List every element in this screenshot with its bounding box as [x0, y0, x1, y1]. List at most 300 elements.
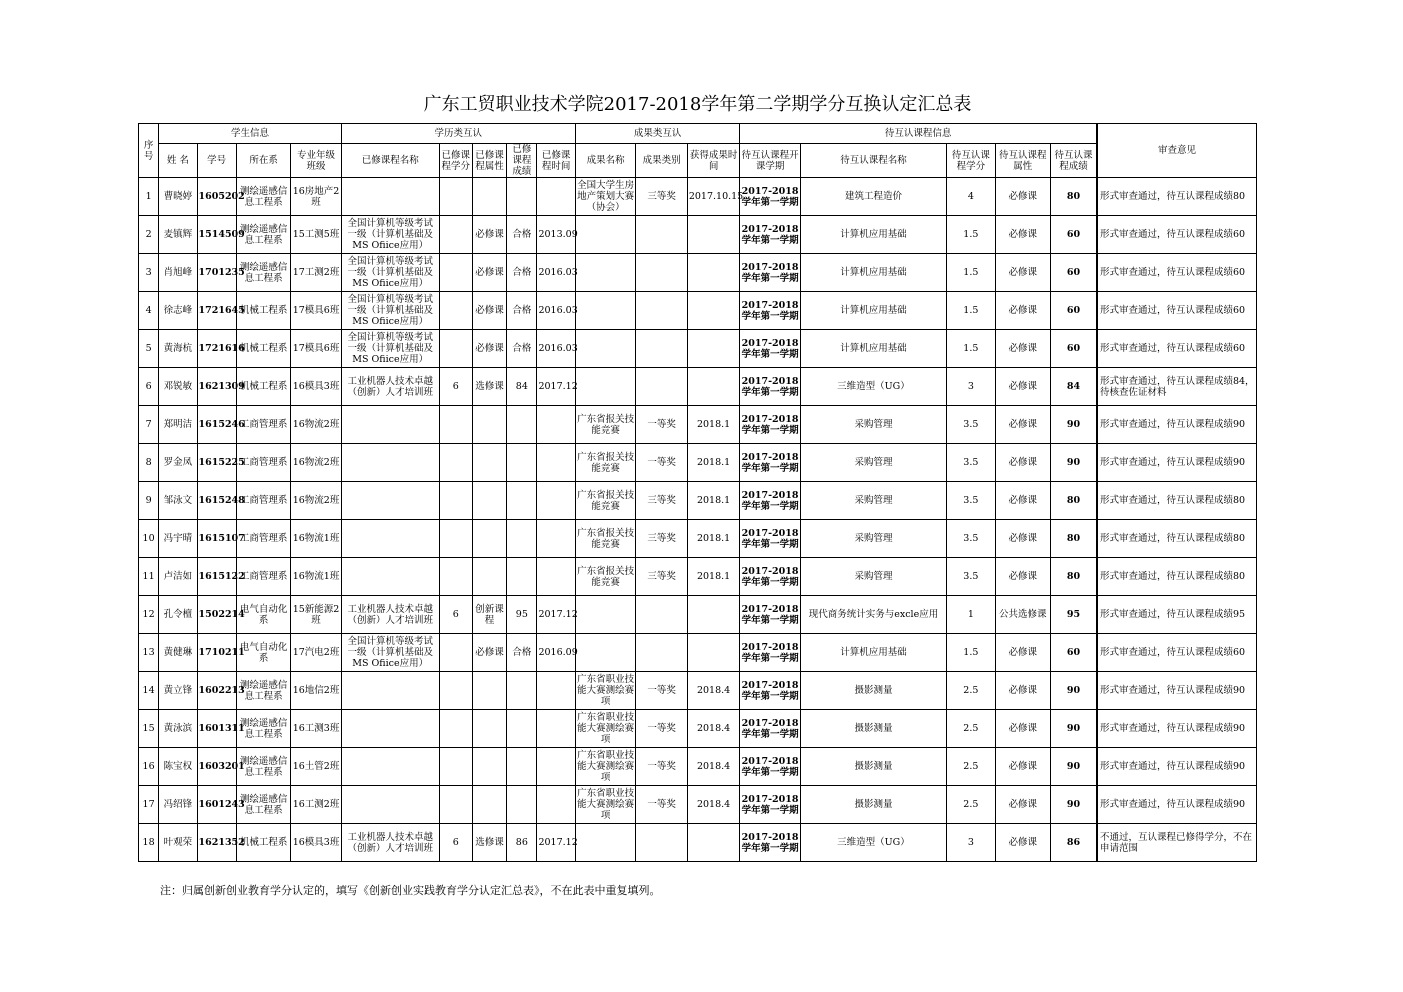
pending-score-cell: 60: [1051, 330, 1097, 368]
achievement-name-cell: [575, 216, 636, 254]
class-cell: 16模具3班: [291, 824, 341, 862]
pending-credit-cell: 3.5: [947, 482, 995, 520]
pending-term-cell: 2017-2018学年第一学期: [740, 368, 801, 406]
done-course-cell: [341, 672, 439, 710]
done-score-cell: 合格: [507, 292, 537, 330]
done-credit-cell: [439, 254, 472, 292]
achievement-name-cell: [575, 634, 636, 672]
header-name: 姓 名: [159, 144, 197, 178]
pending-term-cell: 2017-2018学年第一学期: [740, 672, 801, 710]
group-achievement-recognition: 成果类互认: [575, 124, 739, 144]
department-cell: 工商管理系: [236, 482, 290, 520]
done-credit-cell: [439, 672, 472, 710]
name-cell: 麦镇辉: [159, 216, 197, 254]
achievement-name-cell: 广东省职业技能大赛测绘赛项: [575, 786, 636, 824]
achievement-time-cell: [687, 824, 739, 862]
done-credit-cell: [439, 710, 472, 748]
student-id-cell: 1721616: [197, 330, 236, 368]
done-time-cell: [537, 786, 575, 824]
review-cell: 形式审查通过，待互认课程成绩90: [1097, 672, 1257, 710]
name-cell: 郑明洁: [159, 406, 197, 444]
pending-credit-cell: 3.5: [947, 406, 995, 444]
achievement-name-cell: 广东省职业技能大赛测绘赛项: [575, 710, 636, 748]
pending-attr-cell: 必修课: [995, 824, 1050, 862]
pending-name-cell: 计算机应用基础: [800, 254, 946, 292]
class-cell: 17汽电2班: [291, 634, 341, 672]
done-course-cell: [341, 558, 439, 596]
pending-attr-cell: 必修课: [995, 292, 1050, 330]
pending-score-cell: 80: [1051, 482, 1097, 520]
achievement-type-cell: [636, 596, 687, 634]
achievement-name-cell: [575, 368, 636, 406]
achievement-type-cell: 一等奖: [636, 406, 687, 444]
achievement-type-cell: 三等奖: [636, 178, 687, 216]
review-cell: 形式审查通过，待互认课程成绩90: [1097, 444, 1257, 482]
department-cell: 工商管理系: [236, 558, 290, 596]
done-course-cell: [341, 482, 439, 520]
pending-term-cell: 2017-2018学年第一学期: [740, 482, 801, 520]
pending-name-cell: 摄影测量: [800, 786, 946, 824]
table-row: [139, 444, 1257, 482]
done-credit-cell: [439, 330, 472, 368]
class-cell: 16物流2班: [291, 482, 341, 520]
done-credit-cell: [439, 634, 472, 672]
done-time-cell: 2017.12: [537, 596, 575, 634]
review-cell: 形式审查通过，待互认课程成绩90: [1097, 748, 1257, 786]
table-body: [139, 178, 1257, 862]
pending-name-cell: 摄影测量: [800, 672, 946, 710]
group-edu-recognition: 学历类互认: [341, 124, 575, 144]
class-cell: 16物流2班: [291, 444, 341, 482]
review-cell: 形式审查通过，待互认课程成绩90: [1097, 786, 1257, 824]
achievement-time-cell: [687, 368, 739, 406]
name-cell: 罗金凤: [159, 444, 197, 482]
department-cell: 机械工程系: [236, 292, 290, 330]
done-course-cell: 工业机器人技术卓越（创新）人才培训班: [341, 368, 439, 406]
student-id-cell: 1621352: [197, 824, 236, 862]
name-cell: 肖旭峰: [159, 254, 197, 292]
done-score-cell: [507, 444, 537, 482]
pending-credit-cell: 1.5: [947, 254, 995, 292]
table-row: [139, 710, 1257, 748]
department-cell: 测绘遥感信息工程系: [236, 786, 290, 824]
done-attr-cell: 必修课: [472, 254, 506, 292]
pending-term-cell: 2017-2018学年第一学期: [740, 254, 801, 292]
pending-name-cell: 采购管理: [800, 558, 946, 596]
pending-credit-cell: 3: [947, 368, 995, 406]
done-attr-cell: 必修课: [472, 292, 506, 330]
review-cell: 形式审查通过，待互认课程成绩90: [1097, 710, 1257, 748]
done-score-cell: [507, 178, 537, 216]
done-time-cell: [537, 482, 575, 520]
pending-credit-cell: 1: [947, 596, 995, 634]
header-pending-credit: 待互认课程学分: [947, 144, 995, 178]
seq-cell: 4: [139, 292, 159, 330]
done-credit-cell: [439, 444, 472, 482]
department-cell: 机械工程系: [236, 330, 290, 368]
pending-attr-cell: 必修课: [995, 786, 1050, 824]
done-time-cell: [537, 520, 575, 558]
department-cell: 测绘遥感信息工程系: [236, 254, 290, 292]
pending-name-cell: 采购管理: [800, 482, 946, 520]
done-time-cell: 2016.03: [537, 292, 575, 330]
pending-credit-cell: 2.5: [947, 710, 995, 748]
pending-credit-cell: 3.5: [947, 444, 995, 482]
name-cell: 孔令檀: [159, 596, 197, 634]
student-id-cell: 1615246: [197, 406, 236, 444]
name-cell: 卢洁如: [159, 558, 197, 596]
done-score-cell: [507, 406, 537, 444]
pending-name-cell: 三维造型（UG）: [800, 824, 946, 862]
achievement-type-cell: [636, 634, 687, 672]
class-cell: 15工测5班: [291, 216, 341, 254]
pending-credit-cell: 2.5: [947, 672, 995, 710]
pending-score-cell: 60: [1051, 216, 1097, 254]
achievement-type-cell: 三等奖: [636, 558, 687, 596]
pending-term-cell: 2017-2018学年第一学期: [740, 406, 801, 444]
achievement-type-cell: [636, 824, 687, 862]
done-attr-cell: 必修课: [472, 216, 506, 254]
table-row: [139, 634, 1257, 672]
pending-term-cell: 2017-2018学年第一学期: [740, 216, 801, 254]
review-cell: 形式审查通过，待互认课程成绩60: [1097, 634, 1257, 672]
done-course-cell: [341, 748, 439, 786]
done-course-cell: [341, 178, 439, 216]
table-row: [139, 520, 1257, 558]
done-course-cell: 工业机器人技术卓越（创新）人才培训班: [341, 824, 439, 862]
student-id-cell: 1502214: [197, 596, 236, 634]
done-credit-cell: [439, 178, 472, 216]
pending-name-cell: 建筑工程造价: [800, 178, 946, 216]
header-done-time: 已修课程时间: [537, 144, 575, 178]
achievement-time-cell: 2018.1: [687, 444, 739, 482]
done-time-cell: [537, 710, 575, 748]
review-cell: 形式审查通过，待互认课程成绩60: [1097, 216, 1257, 254]
achievement-time-cell: [687, 330, 739, 368]
pending-score-cell: 80: [1051, 520, 1097, 558]
pending-attr-cell: 必修课: [995, 634, 1050, 672]
pending-score-cell: 60: [1051, 634, 1097, 672]
seq-cell: 11: [139, 558, 159, 596]
done-time-cell: 2017.12: [537, 368, 575, 406]
header-seq: 序号: [139, 124, 159, 178]
name-cell: 黄立锋: [159, 672, 197, 710]
done-time-cell: [537, 444, 575, 482]
seq-cell: 5: [139, 330, 159, 368]
department-cell: 工商管理系: [236, 444, 290, 482]
pending-term-cell: 2017-2018学年第一学期: [740, 824, 801, 862]
name-cell: 徐志峰: [159, 292, 197, 330]
table-row: [139, 482, 1257, 520]
department-cell: 工商管理系: [236, 520, 290, 558]
pending-term-cell: 2017-2018学年第一学期: [740, 292, 801, 330]
review-cell: 形式审查通过，待互认课程成绩80: [1097, 558, 1257, 596]
done-course-cell: 全国计算机等级考试一级（计算机基础及MS Ofiice应用）: [341, 634, 439, 672]
class-cell: 17工测2班: [291, 254, 341, 292]
student-id-cell: 1710211: [197, 634, 236, 672]
name-cell: 邹泳文: [159, 482, 197, 520]
class-cell: 16土管2班: [291, 748, 341, 786]
done-attr-cell: 创新课程: [472, 596, 506, 634]
review-cell: 形式审查通过，待互认课程成绩95: [1097, 596, 1257, 634]
done-course-cell: 全国计算机等级考试一级（计算机基础及MS Ofiice应用）: [341, 216, 439, 254]
header-done-score: 已修课程成绩: [507, 144, 537, 178]
department-cell: 测绘遥感信息工程系: [236, 672, 290, 710]
pending-term-cell: 2017-2018学年第一学期: [740, 178, 801, 216]
achievement-type-cell: [636, 368, 687, 406]
achievement-type-cell: 一等奖: [636, 786, 687, 824]
achievement-type-cell: 三等奖: [636, 482, 687, 520]
pending-score-cell: 90: [1051, 748, 1097, 786]
achievement-name-cell: 广东省报关技能竞赛: [575, 444, 636, 482]
pending-term-cell: 2017-2018学年第一学期: [740, 520, 801, 558]
review-cell: 形式审查通过，待互认课程成绩80: [1097, 178, 1257, 216]
header-pending-attr: 待互认课程属性: [995, 144, 1050, 178]
achievement-type-cell: [636, 216, 687, 254]
header-done-attr: 已修课程属性: [472, 144, 506, 178]
pending-attr-cell: 必修课: [995, 710, 1050, 748]
name-cell: 曹晓婷: [159, 178, 197, 216]
class-cell: 17模具6班: [291, 330, 341, 368]
review-cell: 形式审查通过，待互认课程成绩60: [1097, 254, 1257, 292]
achievement-type-cell: [636, 254, 687, 292]
pending-attr-cell: 必修课: [995, 482, 1050, 520]
name-cell: 叶观荣: [159, 824, 197, 862]
pending-credit-cell: 2.5: [947, 786, 995, 824]
department-cell: 电气自动化系: [236, 596, 290, 634]
done-attr-cell: [472, 520, 506, 558]
pending-credit-cell: 1.5: [947, 216, 995, 254]
department-cell: 测绘遥感信息工程系: [236, 710, 290, 748]
achievement-time-cell: [687, 292, 739, 330]
done-course-cell: [341, 444, 439, 482]
name-cell: 陈宝权: [159, 748, 197, 786]
done-credit-cell: [439, 520, 472, 558]
student-id-cell: 1601243: [197, 786, 236, 824]
achievement-time-cell: 2018.1: [687, 520, 739, 558]
pending-term-cell: 2017-2018学年第一学期: [740, 444, 801, 482]
pending-score-cell: 90: [1051, 672, 1097, 710]
seq-cell: 6: [139, 368, 159, 406]
done-time-cell: 2016.03: [537, 330, 575, 368]
achievement-name-cell: [575, 330, 636, 368]
student-id-cell: 1615122: [197, 558, 236, 596]
pending-name-cell: 采购管理: [800, 520, 946, 558]
done-credit-cell: [439, 216, 472, 254]
header-department: 所在系: [236, 144, 290, 178]
table-row: [139, 596, 1257, 634]
done-time-cell: [537, 178, 575, 216]
achievement-name-cell: 广东省报关技能竞赛: [575, 406, 636, 444]
credit-summary-table: [138, 123, 1257, 862]
done-score-cell: 合格: [507, 634, 537, 672]
seq-cell: 17: [139, 786, 159, 824]
done-attr-cell: [472, 558, 506, 596]
seq-cell: 9: [139, 482, 159, 520]
review-cell: 形式审查通过，待互认课程成绩60: [1097, 330, 1257, 368]
done-credit-cell: 6: [439, 368, 472, 406]
department-cell: 电气自动化系: [236, 634, 290, 672]
table-row: [139, 368, 1257, 406]
group-pending-course: 待互认课程信息: [740, 124, 1097, 144]
pending-attr-cell: 必修课: [995, 216, 1050, 254]
seq-cell: 15: [139, 710, 159, 748]
seq-cell: 2: [139, 216, 159, 254]
name-cell: 黄泳滨: [159, 710, 197, 748]
department-cell: 工商管理系: [236, 406, 290, 444]
done-time-cell: 2016.09: [537, 634, 575, 672]
header-pending-term: 待互认课程开课学期: [740, 144, 801, 178]
achievement-name-cell: 广东省报关技能竞赛: [575, 482, 636, 520]
pending-name-cell: 摄影测量: [800, 710, 946, 748]
done-score-cell: 86: [507, 824, 537, 862]
pending-credit-cell: 3.5: [947, 520, 995, 558]
done-score-cell: [507, 482, 537, 520]
achievement-time-cell: 2018.1: [687, 482, 739, 520]
done-score-cell: [507, 558, 537, 596]
done-course-cell: [341, 786, 439, 824]
pending-score-cell: 90: [1051, 786, 1097, 824]
name-cell: 黄健琳: [159, 634, 197, 672]
done-time-cell: 2013.09: [537, 216, 575, 254]
done-score-cell: 84: [507, 368, 537, 406]
done-time-cell: [537, 558, 575, 596]
student-id-cell: 1701235: [197, 254, 236, 292]
pending-score-cell: 90: [1051, 710, 1097, 748]
done-score-cell: 95: [507, 596, 537, 634]
pending-term-cell: 2017-2018学年第一学期: [740, 634, 801, 672]
class-cell: 16工测2班: [291, 786, 341, 824]
pending-credit-cell: 4: [947, 178, 995, 216]
achievement-time-cell: 2018.4: [687, 710, 739, 748]
header-achievement-time: 获得成果时间: [687, 144, 739, 178]
done-attr-cell: [472, 482, 506, 520]
achievement-name-cell: 广东省报关技能竞赛: [575, 520, 636, 558]
header-student-id: 学号: [197, 144, 236, 178]
achievement-time-cell: 2018.4: [687, 786, 739, 824]
pending-credit-cell: 3: [947, 824, 995, 862]
review-cell: 形式审查通过，待互认课程成绩80: [1097, 482, 1257, 520]
achievement-type-cell: 一等奖: [636, 748, 687, 786]
student-id-cell: 1721645: [197, 292, 236, 330]
achievement-time-cell: 2018.4: [687, 672, 739, 710]
table-row: [139, 786, 1257, 824]
done-time-cell: [537, 672, 575, 710]
achievement-time-cell: [687, 596, 739, 634]
done-score-cell: 合格: [507, 254, 537, 292]
seq-cell: 18: [139, 824, 159, 862]
seq-cell: 13: [139, 634, 159, 672]
done-attr-cell: 选修课: [472, 824, 506, 862]
achievement-name-cell: [575, 824, 636, 862]
name-cell: 冯绍锋: [159, 786, 197, 824]
done-credit-cell: [439, 748, 472, 786]
done-score-cell: 合格: [507, 330, 537, 368]
class-cell: 16物流1班: [291, 558, 341, 596]
pending-attr-cell: 必修课: [995, 520, 1050, 558]
header-done-course: 已修课程名称: [341, 144, 439, 178]
table-row: [139, 178, 1257, 216]
done-attr-cell: [472, 178, 506, 216]
table-row: [139, 406, 1257, 444]
seq-cell: 1: [139, 178, 159, 216]
done-attr-cell: [472, 444, 506, 482]
done-credit-cell: [439, 558, 472, 596]
table-row: [139, 292, 1257, 330]
pending-term-cell: 2017-2018学年第一学期: [740, 558, 801, 596]
done-credit-cell: 6: [439, 596, 472, 634]
done-score-cell: [507, 786, 537, 824]
pending-credit-cell: 1.5: [947, 634, 995, 672]
achievement-time-cell: 2018.1: [687, 406, 739, 444]
pending-name-cell: 摄影测量: [800, 748, 946, 786]
pending-name-cell: 计算机应用基础: [800, 292, 946, 330]
seq-cell: 16: [139, 748, 159, 786]
done-attr-cell: [472, 672, 506, 710]
pending-credit-cell: 3.5: [947, 558, 995, 596]
pending-attr-cell: 必修课: [995, 254, 1050, 292]
seq-cell: 3: [139, 254, 159, 292]
table-row: [139, 672, 1257, 710]
pending-score-cell: 60: [1051, 292, 1097, 330]
done-score-cell: [507, 710, 537, 748]
review-cell: 不通过，互认课程已修得学分，不在申请范围: [1097, 824, 1257, 862]
review-cell: 形式审查通过，待互认课程成绩90: [1097, 406, 1257, 444]
achievement-time-cell: 2017.10.15: [687, 178, 739, 216]
pending-attr-cell: 必修课: [995, 178, 1050, 216]
pending-attr-cell: 必修课: [995, 368, 1050, 406]
department-cell: 机械工程系: [236, 824, 290, 862]
student-id-cell: 1601311: [197, 710, 236, 748]
pending-term-cell: 2017-2018学年第一学期: [740, 596, 801, 634]
pending-attr-cell: 必修课: [995, 558, 1050, 596]
pending-name-cell: 三维造型（UG）: [800, 368, 946, 406]
class-cell: 16房地产2班: [291, 178, 341, 216]
class-cell: 15新能源2班: [291, 596, 341, 634]
seq-cell: 12: [139, 596, 159, 634]
done-credit-cell: [439, 482, 472, 520]
footnote: 注：归属创新创业教育学分认定的，填写《创新创业实践教育学分认定汇总表》，不在此表中重复填列。: [160, 884, 661, 897]
header-class: 专业年级班级: [291, 144, 341, 178]
seq-cell: 14: [139, 672, 159, 710]
pending-attr-cell: 必修课: [995, 406, 1050, 444]
pending-score-cell: 80: [1051, 178, 1097, 216]
review-cell: 形式审查通过，待互认课程成绩60: [1097, 292, 1257, 330]
student-id-cell: 1514509: [197, 216, 236, 254]
pending-credit-cell: 2.5: [947, 748, 995, 786]
achievement-name-cell: 全国大学生房地产策划大赛（协会）: [575, 178, 636, 216]
done-credit-cell: 6: [439, 824, 472, 862]
pending-credit-cell: 1.5: [947, 292, 995, 330]
done-course-cell: 全国计算机等级考试一级（计算机基础及MS Ofiice应用）: [341, 330, 439, 368]
pending-score-cell: 84: [1051, 368, 1097, 406]
review-cell: 形式审查通过，待互认课程成绩80: [1097, 520, 1257, 558]
done-attr-cell: 选修课: [472, 368, 506, 406]
table-row: [139, 748, 1257, 786]
page-title: 广东工贸职业技术学院2017-2018学年第二学期学分互换认定汇总表: [423, 94, 972, 115]
done-credit-cell: [439, 292, 472, 330]
student-id-cell: 1621309: [197, 368, 236, 406]
name-cell: 冯宇晴: [159, 520, 197, 558]
header-achievement-name: 成果名称: [575, 144, 636, 178]
pending-score-cell: 90: [1051, 406, 1097, 444]
pending-term-cell: 2017-2018学年第一学期: [740, 786, 801, 824]
student-id-cell: 1605202: [197, 178, 236, 216]
pending-name-cell: 采购管理: [800, 406, 946, 444]
achievement-name-cell: 广东省报关技能竞赛: [575, 558, 636, 596]
department-cell: 测绘遥感信息工程系: [236, 748, 290, 786]
header-achievement-type: 成果类别: [636, 144, 687, 178]
